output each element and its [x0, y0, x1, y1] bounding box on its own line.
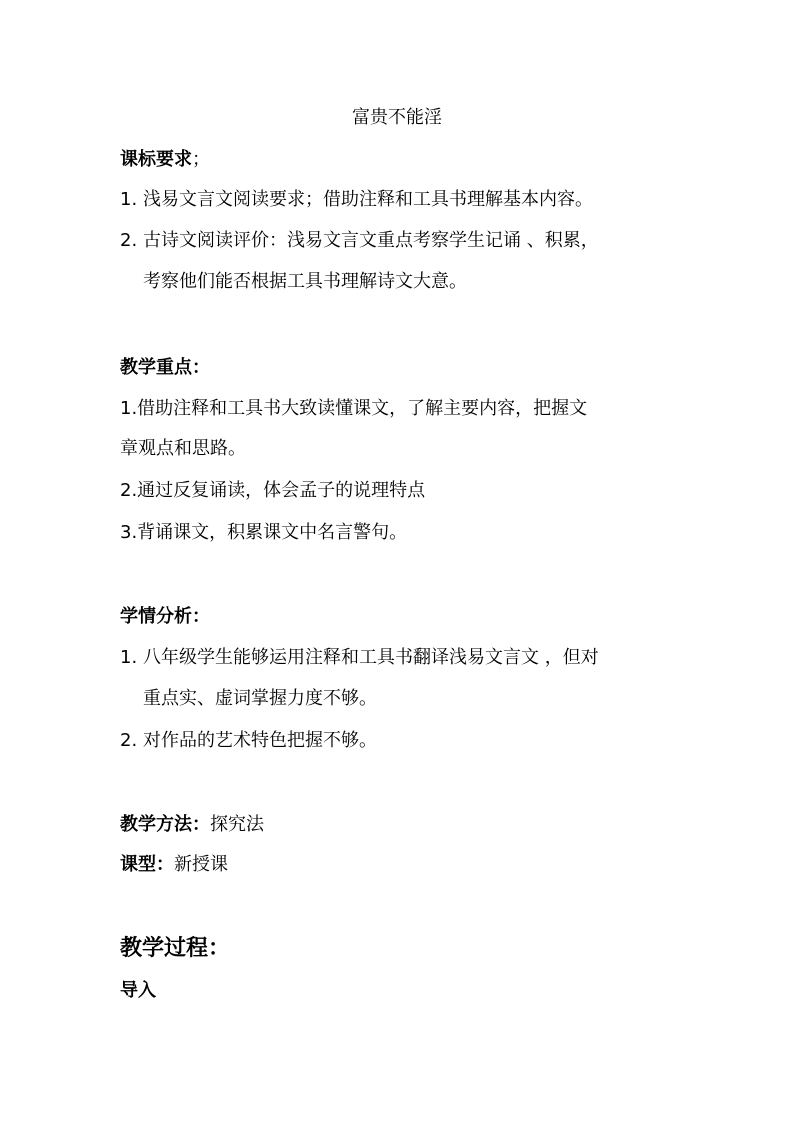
list-number: 1.	[120, 647, 138, 668]
list-item-text: 八年级学生能够运用注释和工具书翻译浅易文言文 ，但对	[143, 647, 599, 668]
list-number: 1.	[120, 189, 138, 210]
process-heading: 教学过程：	[120, 936, 231, 961]
list-number: 2.	[120, 230, 138, 251]
teaching-method	[120, 813, 264, 837]
list-item-text: 对作品的艺术特色把握不够。	[143, 730, 377, 751]
analysis-heading: 学情分析：	[120, 606, 210, 627]
key-point-line: 2.通过反复诵读，体会孟子的说理特点	[120, 480, 426, 501]
process-subheading: 导入	[120, 980, 156, 1001]
curriculum-item-1	[120, 188, 593, 212]
list-item-text: 浅易文言文阅读要求；借助注释和工具书理解基本内容。	[143, 189, 593, 210]
curriculum-heading	[120, 148, 210, 172]
curriculum-heading-suffix: ；	[192, 149, 210, 170]
method-value: 探究法	[210, 814, 264, 835]
curriculum-item-2	[120, 229, 599, 253]
key-points-heading: 教学重点：	[120, 357, 210, 378]
analysis-item-1-cont: 重点实、虚词掌握力度不够。	[143, 688, 377, 709]
page-title: 富贵不能淫	[352, 107, 442, 128]
curriculum-heading-text: 课标要求	[120, 149, 192, 170]
key-point-line: 章观点和思路。	[120, 438, 246, 459]
list-number: 2.	[120, 730, 138, 751]
lesson-type	[120, 853, 228, 877]
analysis-item-2	[120, 729, 377, 753]
list-item-text: 古诗文阅读评价：浅易文言文重点考察学生记诵 、积累，	[143, 230, 599, 251]
analysis-item-1	[120, 646, 599, 670]
key-point-line: 3.背诵课文，积累课文中名言警句。	[120, 522, 408, 543]
lesson-type-label: 课型：	[120, 854, 174, 875]
lesson-type-value: 新授课	[174, 854, 228, 875]
key-point-line: 1.借助注释和工具书大致读懂课文，了解主要内容，把握文	[120, 398, 588, 419]
curriculum-item-2-cont: 考察他们能否根据工具书理解诗文大意。	[143, 271, 467, 292]
method-label: 教学方法：	[120, 814, 210, 835]
